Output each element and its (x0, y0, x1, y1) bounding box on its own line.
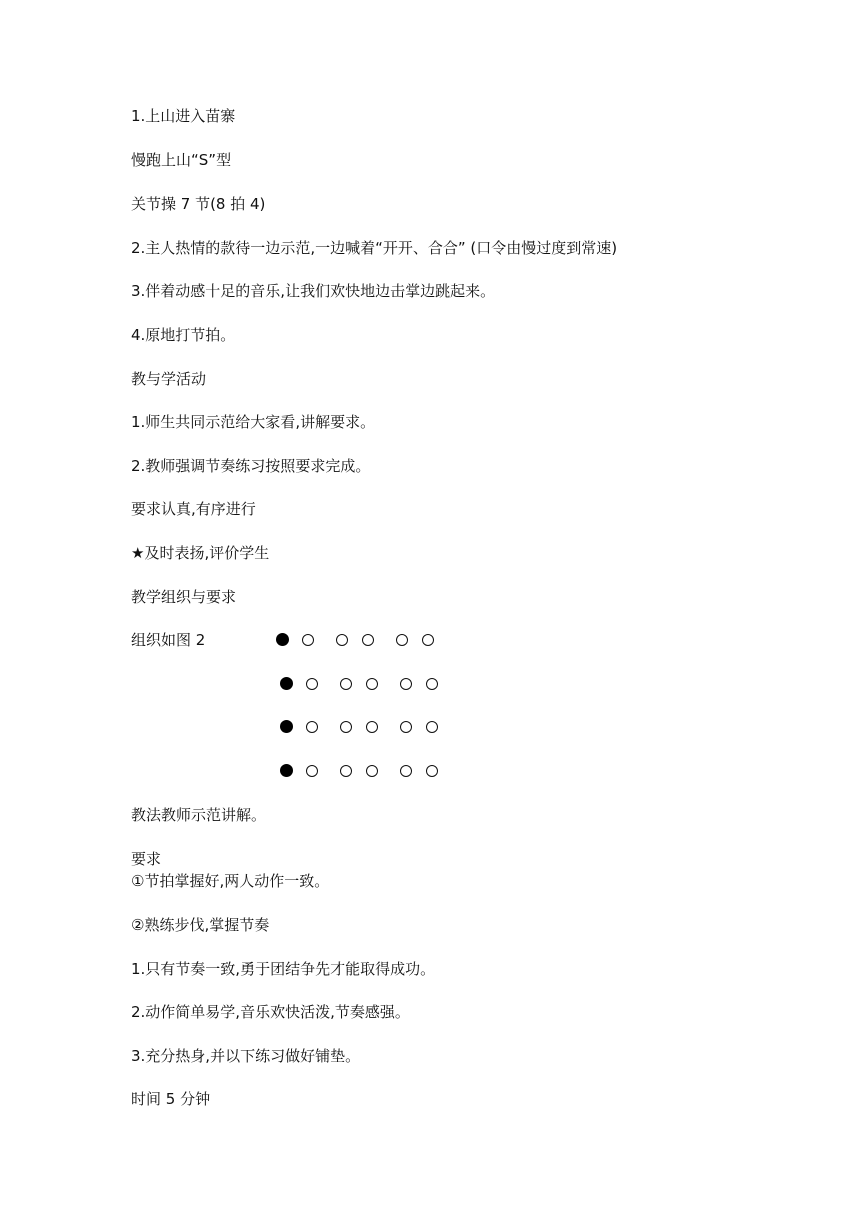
open-circle-icon (426, 765, 438, 777)
open-circle-icon (366, 765, 378, 777)
open-circle-icon (302, 634, 314, 646)
filled-circle-icon (280, 720, 293, 733)
open-circle-icon (306, 765, 318, 777)
formation-caption: 组织如图 2 (131, 631, 206, 649)
text-line: 2.教师强调节奏练习按照要求完成。 (131, 457, 371, 475)
text-line: 4.原地打节拍。 (131, 326, 236, 344)
text-line: ②熟练步伐,掌握节奏 (131, 916, 270, 934)
formation-row (280, 763, 450, 783)
open-circle-icon (340, 765, 352, 777)
text-line: 教法教师示范讲解。 (131, 806, 267, 824)
open-circle-icon (400, 678, 412, 690)
open-circle-icon (306, 721, 318, 733)
text-line: 2.主人热情的款待一边示范,一边喊着“开开、合合” (口令由慢过度到常速) (131, 239, 618, 257)
open-circle-icon (362, 634, 374, 646)
text-line: 3.充分热身,并以下练习做好铺垫。 (131, 1047, 361, 1065)
formation-row (276, 632, 446, 652)
open-circle-icon (340, 721, 352, 733)
open-circle-icon (426, 721, 438, 733)
text-line: 教学组织与要求 (131, 588, 237, 606)
text-line: 时间 5 分钟 (131, 1090, 211, 1108)
open-circle-icon (336, 634, 348, 646)
open-circle-icon (400, 765, 412, 777)
filled-circle-icon (276, 633, 289, 646)
formation-row (280, 676, 450, 696)
text-line: 慢跑上山“S”型 (131, 151, 232, 169)
open-circle-icon (366, 678, 378, 690)
text-line: 1.只有节奏一致,勇于团结争先才能取得成功。 (131, 960, 436, 978)
text-line: 1.师生共同示范给大家看,讲解要求。 (131, 413, 376, 431)
open-circle-icon (396, 634, 408, 646)
open-circle-icon (400, 721, 412, 733)
text-line: 1.上山进入苗寨 (131, 107, 236, 125)
filled-circle-icon (280, 764, 293, 777)
text-line: 2.动作简单易学,音乐欢快活泼,节奏感强。 (131, 1003, 410, 1021)
open-circle-icon (366, 721, 378, 733)
filled-circle-icon (280, 677, 293, 690)
formation-row (280, 719, 450, 739)
open-circle-icon (340, 678, 352, 690)
text-line: ★及时表扬,评价学生 (131, 544, 270, 562)
open-circle-icon (426, 678, 438, 690)
text-line: 要求 (131, 850, 162, 868)
text-line: 教与学活动 (131, 370, 207, 388)
text-line: 要求认真,有序进行 (131, 500, 256, 518)
text-line: 关节操 7 节(8 拍 4) (131, 195, 266, 213)
text-line: 3.伴着动感十足的音乐,让我们欢快地边击掌边跳起来。 (131, 282, 496, 300)
open-circle-icon (306, 678, 318, 690)
text-line: ①节拍掌握好,两人动作一致。 (131, 872, 330, 890)
open-circle-icon (422, 634, 434, 646)
